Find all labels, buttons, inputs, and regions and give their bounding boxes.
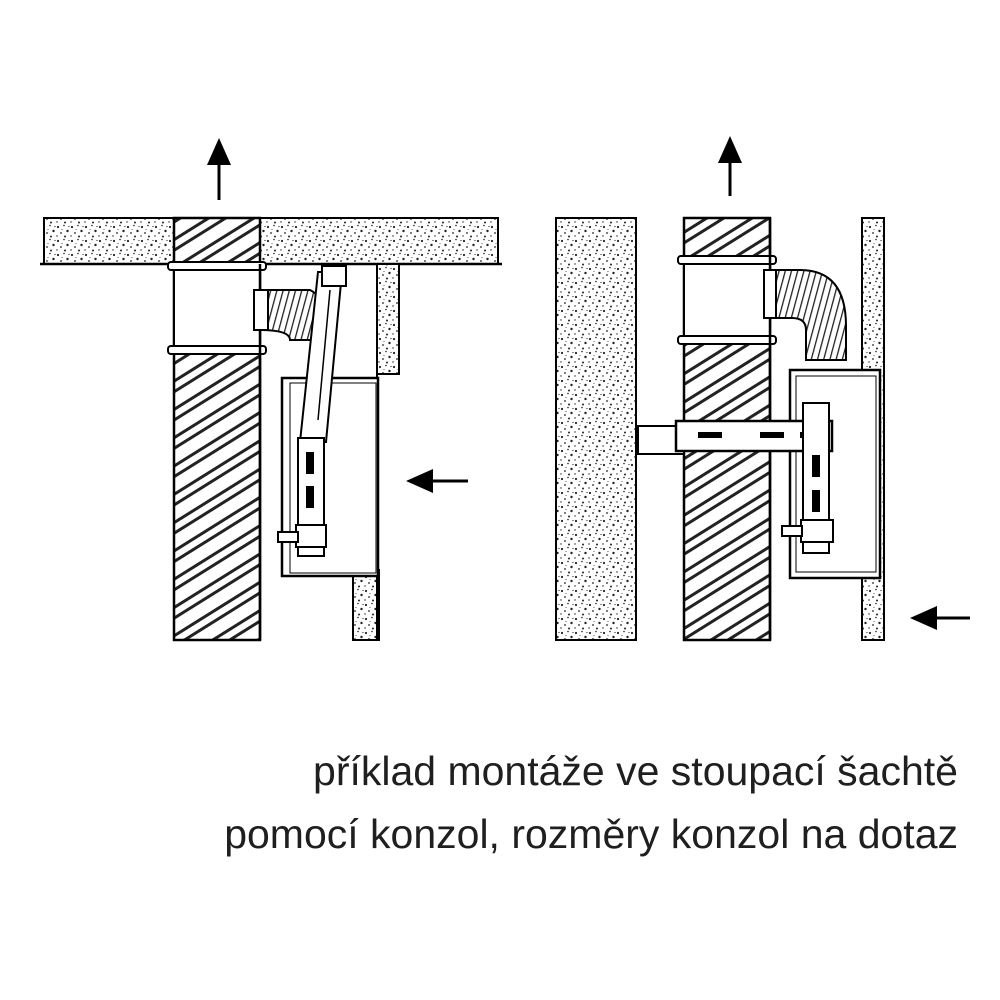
caption-line-1: příklad montáže ve stoupací šachtě: [313, 748, 958, 794]
duct-elbow: [764, 270, 846, 360]
right-diagram: [556, 148, 970, 640]
concrete-wall: [556, 218, 636, 640]
left-diagram: [40, 150, 502, 640]
ceiling-slab: [40, 218, 502, 264]
main-duct: [168, 218, 266, 640]
caption-line-2: pomocí konzol, rozměry konzol na dotaz: [224, 811, 958, 857]
